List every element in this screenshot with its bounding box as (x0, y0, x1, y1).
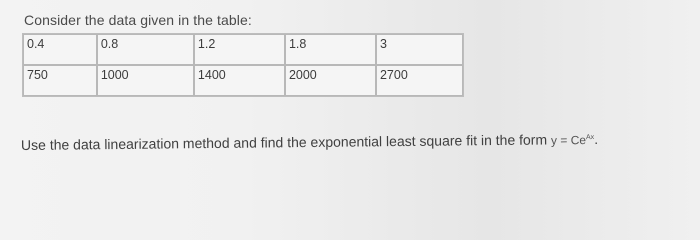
formula-lhs: y = Ce (550, 133, 587, 148)
intro-text: Consider the data given in the table: (24, 12, 252, 28)
question-text (21, 131, 598, 153)
table-cell: 1000 (97, 65, 194, 96)
table-row (23, 34, 463, 65)
question-body: Use the data linearization method and find the exponential least square fit in the form (20, 131, 548, 153)
formula (551, 133, 594, 147)
table-cell: 0.8 (97, 34, 194, 65)
table-cell: 0.4 (23, 34, 97, 65)
table-cell: 1.8 (285, 34, 376, 65)
table-cell: 2700 (376, 65, 463, 96)
table-row (23, 65, 463, 96)
question-trailing: . (594, 130, 599, 147)
table-cell: 3 (376, 34, 463, 65)
formula-exponent: Ax (585, 133, 595, 142)
table-cell: 1.2 (194, 34, 285, 65)
table-cell: 2000 (285, 65, 376, 96)
data-table (22, 33, 464, 97)
table-cell: 1400 (194, 65, 285, 96)
table-cell: 750 (23, 65, 97, 96)
